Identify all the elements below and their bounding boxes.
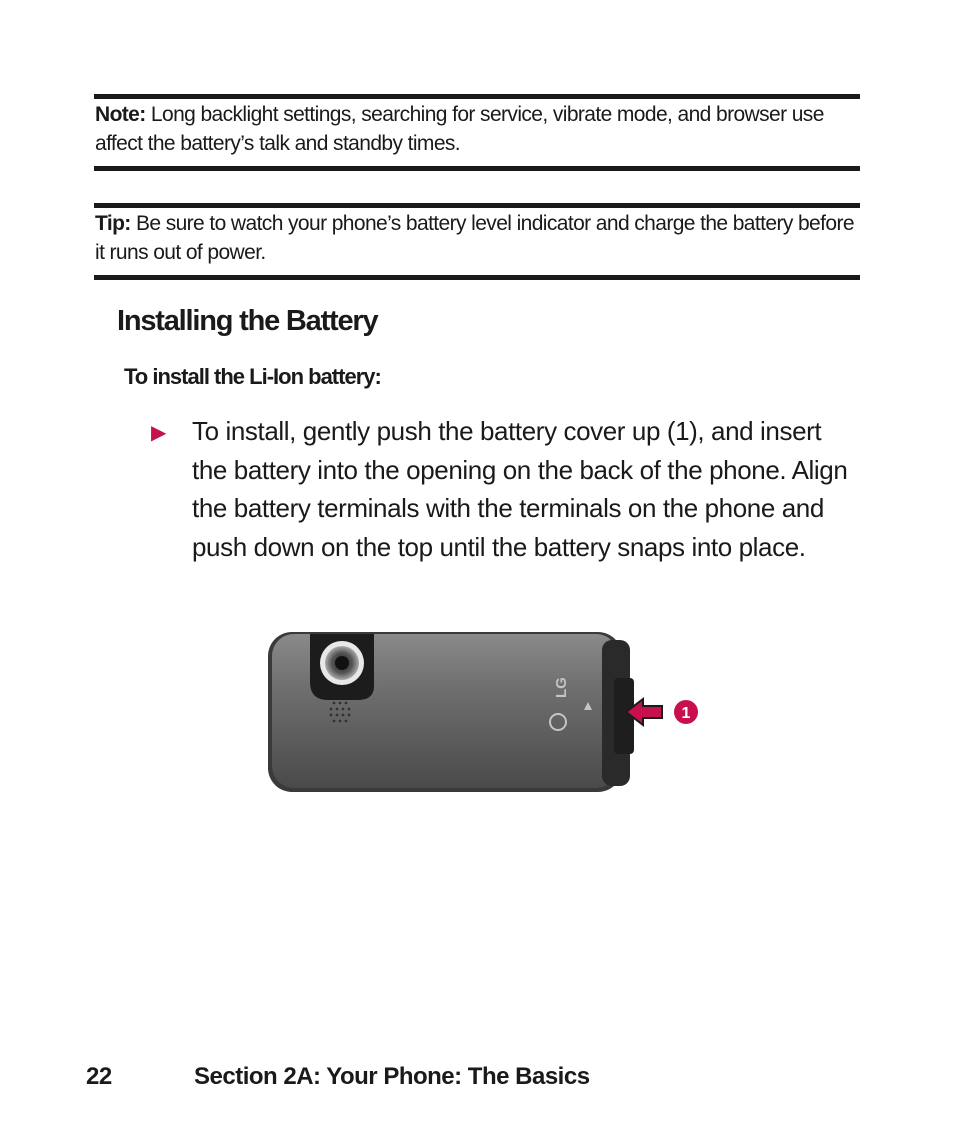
callout-number-badge [674,700,698,724]
note-bottom-rule [94,166,860,171]
page-number: 22 [86,1063,112,1090]
note-top-rule [94,94,860,99]
tip-callout [95,209,860,267]
camera-icon [310,634,374,700]
note-text: Long backlight settings, searching for service, vibrate mode, and browser use affect the battery’s talk and standby times. [95,103,824,155]
brand-label: LG [553,677,570,698]
note-callout [95,100,860,158]
tip-text: Be sure to watch your phone’s battery level indicator and charge the battery before it runs out of power. [95,212,854,264]
bullet-arrow-icon: ▶ [151,422,167,444]
tip-bottom-rule [94,275,860,280]
tip-label: Tip: [95,212,131,235]
footer-section-title: Section 2A: Your Phone: The Basics [194,1063,590,1090]
section-heading: Installing the Battery [117,305,378,337]
step-instruction: To install, gently push the battery cover up (1), and insert the battery into the opening on the back of the phone. Align the battery terminals with the terminals on the phone and push down on the top until the battery snaps into place. [192,416,848,562]
tip-top-rule [94,203,860,208]
phone-back-illustration [262,626,708,798]
procedure-subheading: To install the Li-Ion battery: [124,364,381,389]
note-label: Note: [95,103,146,126]
callout-number: 1 [681,705,691,722]
